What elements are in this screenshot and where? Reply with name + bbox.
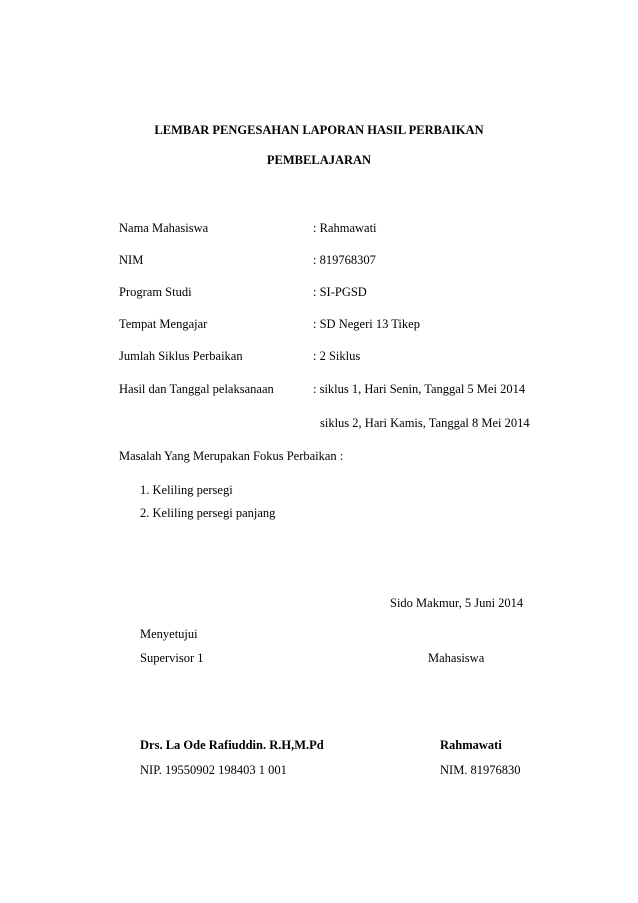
field-value-nim: : 819768307	[313, 253, 376, 267]
focus-item-2: 2. Keliling persegi panjang	[140, 506, 276, 520]
student-role: Mahasiswa	[428, 651, 485, 665]
place-date: Sido Makmur, 5 Juni 2014	[390, 596, 524, 610]
student-id: NIM. 81976830	[440, 763, 521, 777]
student-name: Rahmawati	[440, 738, 502, 752]
field-label-nama: Nama Mahasiswa	[119, 221, 209, 235]
field-value-tempat-mengajar: : SD Negeri 13 Tikep	[313, 317, 420, 331]
field-label-tempat-mengajar: Tempat Mengajar	[119, 317, 208, 331]
field-label-program-studi: Program Studi	[119, 285, 192, 299]
field-label-jumlah-siklus: Jumlah Siklus Perbaikan	[119, 349, 243, 363]
document-title-line-1: LEMBAR PENGESAHAN LAPORAN HASIL PERBAIKAN	[154, 123, 484, 137]
field-value-hasil-tanggal-line-2: siklus 2, Hari Kamis, Tanggal 8 Mei 2014	[320, 416, 530, 430]
field-label-hasil-tanggal: Hasil dan Tanggal pelaksanaan	[119, 382, 274, 396]
focus-item-1: 1. Keliling persegi	[140, 483, 233, 497]
approved-label: Menyetujui	[140, 627, 198, 641]
field-value-nama: : Rahmawati	[313, 221, 377, 235]
supervisor-id: NIP. 19550902 198403 1 001	[140, 763, 287, 777]
field-value-jumlah-siklus: : 2 Siklus	[313, 349, 361, 363]
supervisor-role: Supervisor 1	[140, 651, 204, 665]
field-value-hasil-tanggal: : siklus 1, Hari Senin, Tanggal 5 Mei 2014	[313, 382, 526, 396]
supervisor-name: Drs. La Ode Rafiuddin. R.H,M.Pd	[140, 738, 324, 752]
field-value-program-studi: : SI-PGSD	[313, 285, 367, 299]
field-label-nim: NIM	[119, 253, 144, 267]
focus-heading: Masalah Yang Merupakan Fokus Perbaikan :	[119, 449, 344, 463]
document-title-line-2: PEMBELAJARAN	[266, 153, 372, 167]
